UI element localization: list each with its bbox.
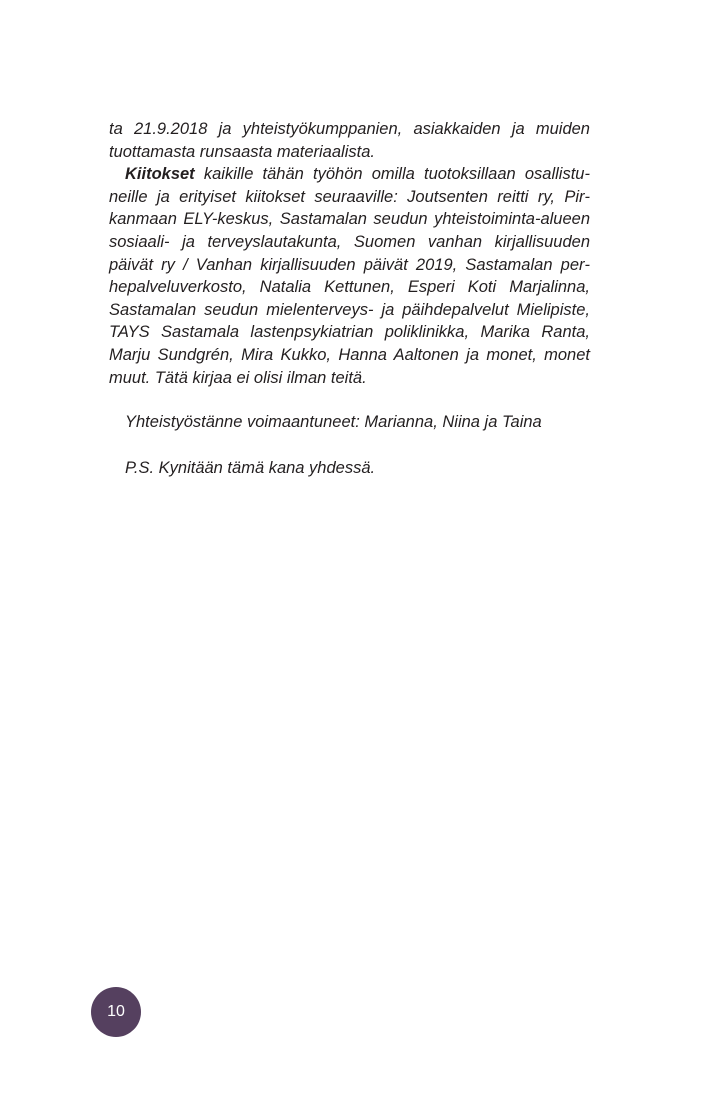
acknowledgements-lead: Kiitokset	[125, 165, 195, 184]
paragraph-acknowledgements	[109, 163, 590, 389]
signature-line: Yhteistyöstänne voimaantuneet: Marianna, Niina ja Taina	[125, 413, 542, 431]
postscript-line: P.S. Kynitään tämä kana yhdessä.	[125, 459, 376, 477]
paragraph-continuation: ta 21.9.2018 ja yhteistyökumppanien, asiakkaiden ja muiden tuottamasta runsaasta materiaalista.	[109, 120, 590, 161]
body-text	[109, 118, 590, 389]
page-number: 10	[107, 1003, 125, 1020]
page-number-badge	[91, 987, 141, 1037]
acknowledgements-text: kaikille tähän työhön omilla tuotoksillaan osallistuneille ja erityiset kiitokset seuraaville: Joutsenten reitti ry, Pirkanmaan ELY-keskus, Sastamalan seudun yhteistoiminta-alueen sosiaali- ja terveyslautakunta, Suomen vanhan kirjallisuuden päivät ry / Vanhan kirjallisuuden päivät 2019, Sastamalan perhepalveluverkosto, Natalia Kettunen, Esperi Koti Marjalinna, Sastamalan seudun mielenterveys- ja päihdepalvelut Mielipiste, TAYS Sastamala lastenpsykiatrian poliklinikka, Marika Ranta, Marju Sundgrén, Mira Kukko, Hanna Aaltonen ja monet, monet muut. Tätä kirjaa ei olisi ilman teitä.	[109, 165, 590, 387]
